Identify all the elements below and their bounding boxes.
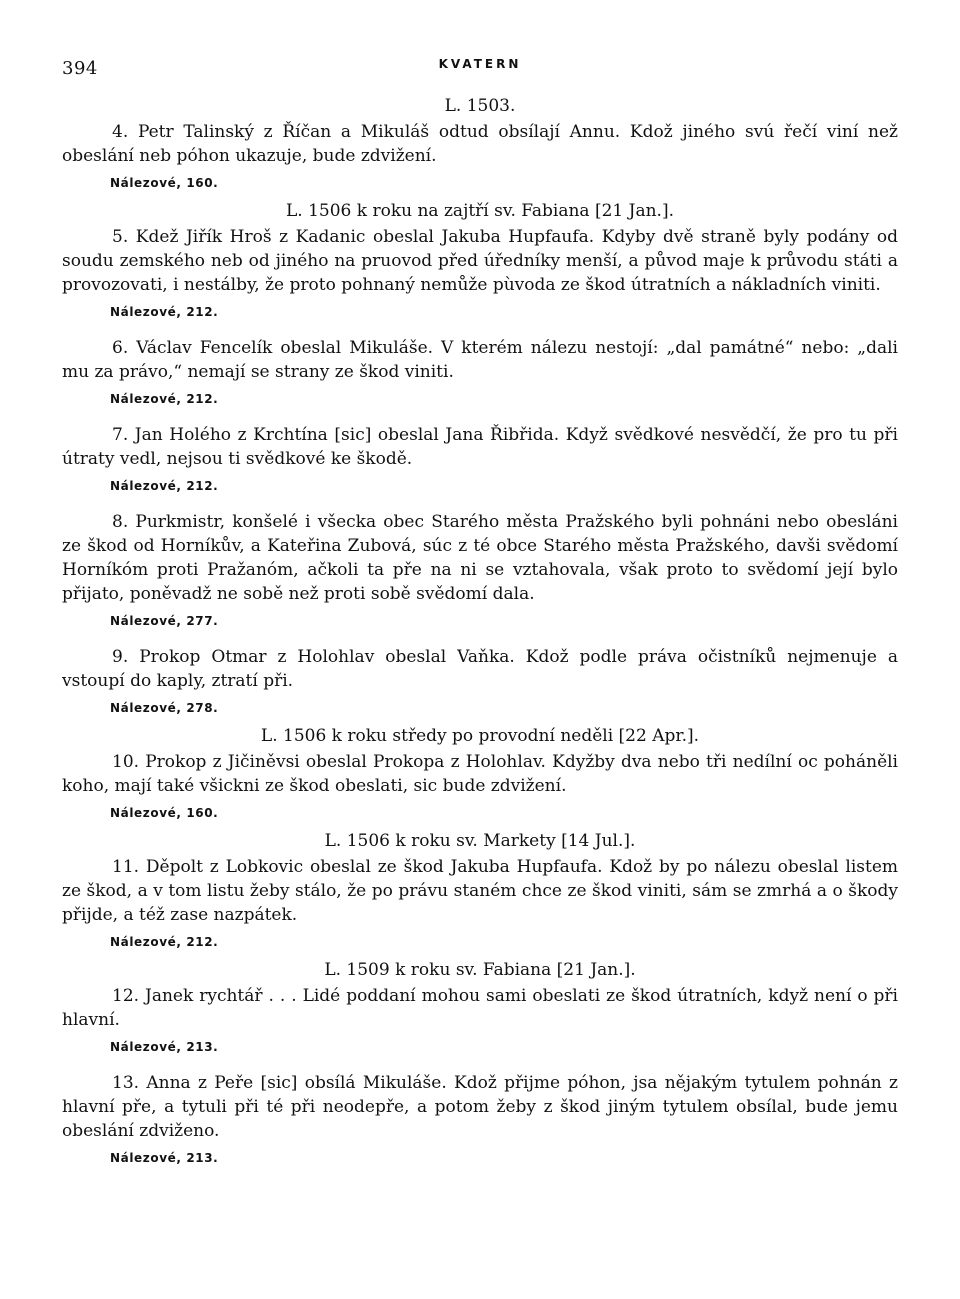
source-reference: Nálezové, 160.: [110, 806, 219, 820]
source-reference: Nálezové, 212.: [110, 392, 219, 406]
year-heading: L. 1506 k roku sv. Markety [14 Jul.].: [324, 831, 636, 851]
entry-8: 8. Purkmistr, konšelé i všecka obec Starého města Pražského byli pohnáni nebo obesláni ze škod od Horníkův, a Kateřina Zubová, súc z té obce Starého města Pražského, davši svědomí Horníkóm proti Pražanóm, ačkoli ta pře na ni se vztahovala, však proto to svědomí její bylo přijato, poněvadž ne sobě než proti sobě svědomí dala.: [62, 512, 898, 604]
entry-7: 7. Jan Holého z Krchtína [sic] obeslal Jana Řibřida. Když svědkové nesvědčí, že pro tu při útraty vedl, nejsou ti svědkové ke škodě.: [62, 425, 898, 469]
entry-11: 11. Děpolt z Lobkovic obeslal ze škod Jakuba Hupfaufa. Kdož by po nálezu obeslal listem ze škod, a v tom listu žeby stálo, že po právu staném chce ze škod viniti, sám se zmrhá a o škody přijde, a též zase nazpátek.: [62, 857, 898, 925]
source-reference: Nálezové, 213.: [110, 1040, 219, 1054]
year-heading: L. 1509 k roku sv. Fabiana [21 Jan.].: [324, 960, 636, 980]
year-heading: L. 1506 k roku na zajtří sv. Fabiana [21 Jan.].: [286, 201, 674, 221]
entry-9: 9. Prokop Otmar z Holohlav obeslal Vaňka. Kdož podle práva očistníků nejmenuje a vstoupí do kaply, ztratí při.: [62, 647, 898, 691]
entry-4: 4. Petr Talinský z Říčan a Mikuláš odtud obsílají Annu. Kdož jiného svú řečí viní než obeslání neb póhon ukazuje, bude zdvižení.: [62, 122, 898, 166]
entry-10: 10. Prokop z Jičiněvsi obeslal Prokopa z Holohlav. Kdyžby dva nebo tři nedílní oc poháněli koho, mají také všickni ze škod obeslati, sic bude zdvižení.: [62, 752, 898, 796]
source-reference: Nálezové, 278.: [110, 701, 219, 715]
entry-12: 12. Janek rychtář . . . Lidé poddaní mohou sami obeslati ze škod útratních, když není o při hlavní.: [62, 986, 898, 1030]
source-reference: Nálezové, 277.: [110, 614, 219, 628]
entry-6: 6. Václav Fencelík obeslal Mikuláše. V kterém nálezu nestojí: „dal památné“ nebo: „dali mu za právo,“ nemají se strany ze škod viniti.: [62, 338, 898, 382]
source-reference: Nálezové, 160.: [110, 176, 219, 190]
entry-13: 13. Anna z Peře [sic] obsílá Mikuláše. Kdož přijme póhon, jsa nějakým tytulem pohnán z hlavní pře, a tytuli při té při neodepře, a potom žeby z škod jiným tytulem obsílal, bude jemu obeslání zdviženo.: [62, 1073, 898, 1141]
source-reference: Nálezové, 212.: [110, 479, 219, 493]
page-number: 394: [62, 58, 98, 79]
year-heading: L. 1503.: [444, 96, 516, 116]
source-reference: Nálezové, 212.: [110, 305, 219, 319]
year-heading: L. 1506 k roku středy po provodní neděli [22 Apr.].: [260, 726, 700, 746]
entry-5: 5. Kdež Jiřík Hroš z Kadanic obeslal Jakuba Hupfaufa. Kdyby dvě straně byly podány od soudu zemského neb od jiného na pruovod před úředníky menší, a původ maje k průvodu státi a provozovati, i nestálby, že proto pohnaný nemůže pùvoda ze škod útratních a nákladních viniti.: [62, 227, 898, 295]
source-reference: Nálezové, 213.: [110, 1151, 219, 1165]
running-head: KVATERN: [438, 57, 522, 71]
source-reference: Nálezové, 212.: [110, 935, 219, 949]
page-content: [62, 94, 898, 1168]
